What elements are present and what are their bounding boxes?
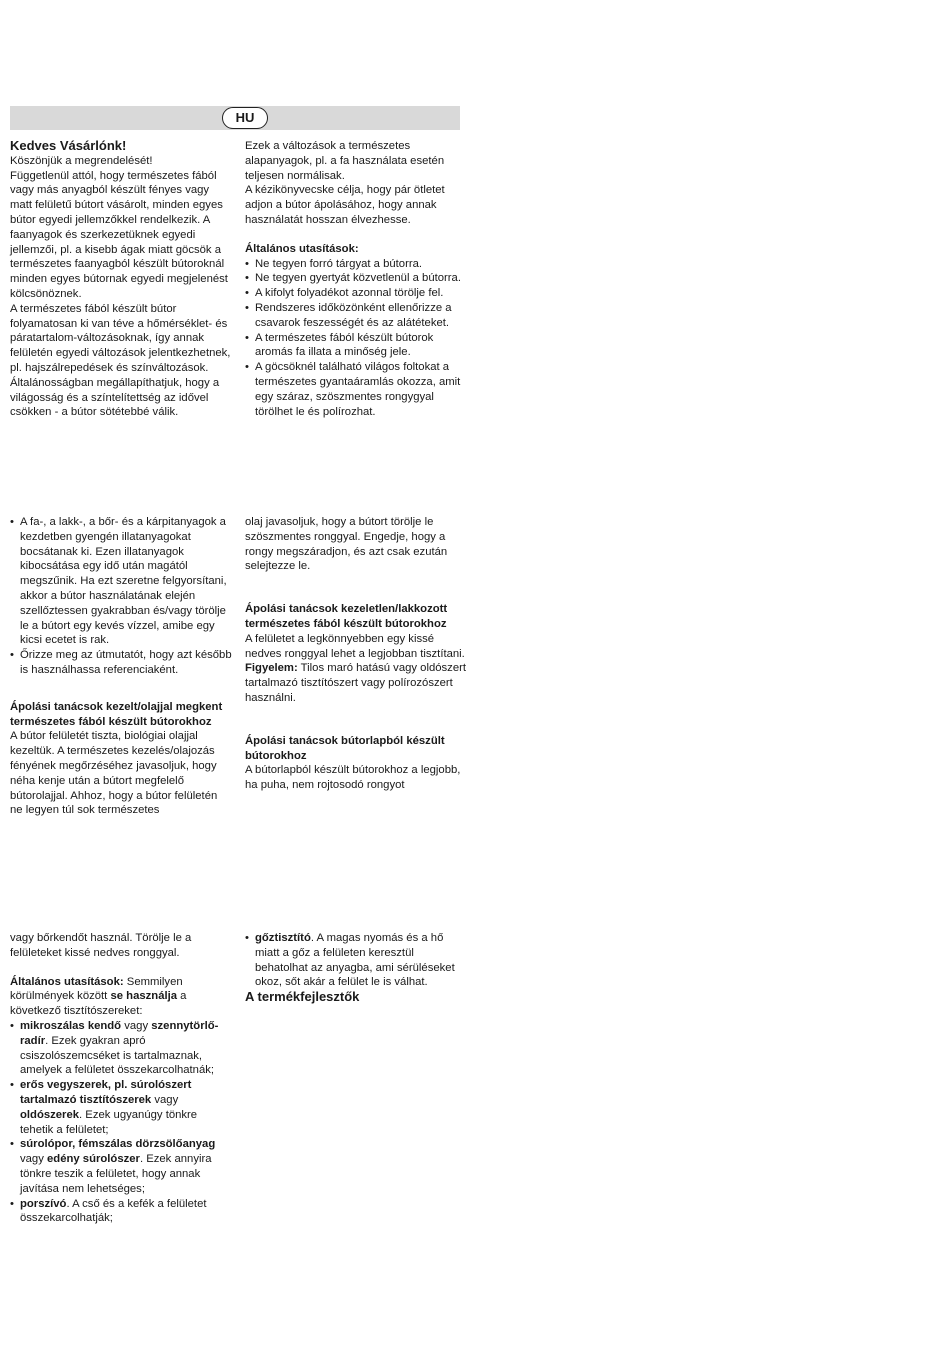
section2-left-column <box>10 515 232 818</box>
prohibited-cleaners-list <box>10 1019 232 1226</box>
item-rest: . Ezek annyira tönkre teszik a felületet, hogy annak javítása nem lehetséges; <box>20 1153 212 1195</box>
oiled-wood-paragraph: A bútor felületét tiszta, biológiai olajjal kezeltük. A természetes kezelés/olajozás fényének megőrzéséhez javasoljuk, hogy néha kenje után a bútort megfelelő bútorolajjal. Ahhoz, hogy a bútor felületén ne legyen túl sok természetes <box>10 730 218 817</box>
list-item <box>245 931 467 990</box>
list-item: • Rendszeres időközönként ellenőrizze a csavarok feszességét és az alátéteket. <box>245 301 467 331</box>
item-mid: vagy <box>151 1093 179 1106</box>
normal-changes-paragraph: Ezek a változások a természetes alapanyagok, pl. a fa használata esetén teljesen normálisak. <box>245 140 445 182</box>
prohibited-cleaners-list-cont <box>245 931 467 990</box>
oiled-wood-paragraph-cont: olaj javasoljuk, hogy a bútort törölje le szöszmentes ronggyal. Engedje, hogy a rongy megszáradjon, és azt csak ezután selejtezze le. <box>245 516 448 573</box>
general-prohibition-text-1: Semmilyen körülmények között <box>10 975 183 1003</box>
general-instructions-heading: Általános utasítások: <box>245 242 359 255</box>
list-item <box>10 1197 232 1227</box>
list-item: • Ne tegyen gyertyát közvetlenül a bútorra. <box>245 271 467 286</box>
section3-left-column <box>10 931 232 1226</box>
board-furniture-paragraph-cont: vagy bőrkendőt használ. Törölje le a felületeket kissé nedves ronggyal. <box>10 932 192 959</box>
section1-right-column <box>245 139 467 419</box>
item-bold2: edény súrolószer <box>47 1153 140 1166</box>
item-bold: súrolópor, fémszálas dörzsölőanyag <box>20 1138 216 1151</box>
list-item: • A göcsöknél található világos foltokat a természetes gyantaáramlás okozza, amit egy száraz, szöszmentes rongygyal törölhet le és polírozhat. <box>245 360 467 419</box>
general-prohibition-text-2: a következő tisztítószereket: <box>10 990 187 1018</box>
list-item <box>10 1019 232 1078</box>
item-bold: mikroszálas kendő <box>20 1019 122 1032</box>
section2-right-column <box>245 515 467 793</box>
item-rest: . A cső és a kefék a felületet összekarcolhatják; <box>20 1197 207 1225</box>
warning-text: Tilos maró hatású vagy oldószert tartalmazó tisztítószert vagy polírozószert használni. <box>245 662 467 704</box>
item-mid: vagy <box>121 1019 152 1032</box>
item-bold2: oldószerek <box>20 1108 80 1121</box>
intro-paragraph: Függetlenül attól, hogy természetes fából vagy más anyagból készült fényes vagy matt felületű bútort vásárolt, minden egyes bútor egyedi jellemzőkkel rendelkezik. A faanyagok és szerkezetüknek egyedi jellemzői, pl. a kisebb ágak miatt göcsök a természetes faanyagból készült bútoroknál minden egyes bútornak egyedi megjelenést kölcsönöznek. <box>10 169 228 300</box>
item-bold: gőztisztító <box>255 932 311 944</box>
untreated-wood-paragraph: A felületet a legkönnyebben egy kissé nedves ronggyal lehet a legjobban tisztítani. <box>245 632 465 660</box>
board-furniture-paragraph: A bútorlapból készült bútorokhoz a legjobb, ha puha, nem rojtosodó rongyot <box>245 764 461 792</box>
section3-right-column <box>245 931 467 1005</box>
wood-changes-paragraph: A természetes fából készült bútor folyamatosan ki van téve a hőmérséklet- és páratartalom-változásoknak, így annak felületén egyedi változások jelentkezhetnek, pl. hajszálrepedések és színváltozások. Általánosságban megállapíthatjuk, hogy a világosság és a színtelítettség az idővel csökken - a bútor sötétebbé válik. <box>10 302 231 419</box>
list-item: • A természetes fából készült bútorok aromás fa illata a minőség jele. <box>245 331 467 361</box>
thanks-line: Köszönjük a megrendelését! <box>10 154 153 167</box>
item-rest: . Ezek gyakran apró csiszolószemcséket is tartalmaznak, amelyek a felületet összekarcolhatnák; <box>20 1034 215 1077</box>
item-rest: . A magas nyomás és a hő miatt a gőz a felületen keresztül behatolhat az anyagba, ami sérüléseket okoz, sőt akár a felület le is válhat. <box>255 932 455 989</box>
list-item: • A fa-, a lakk-, a bőr- és a kárpitanyagok a kezdetben gyengén illatanyagokat bocsátanak ki. Ezen illatanyagok kibocsátása egy idő után magától megszűnik. Ha ezt szeretne felgyorsítani, akkor a bútor használatának elején szellőztessen gyakrabban és/vagy törölje le a bútort egy kevés vízzel, amibe egy kicsi ecetet is rak. <box>10 515 232 648</box>
list-item <box>10 1078 232 1137</box>
item-bold: erős vegyszerek, pl. súrolószert tartalmazó tisztítószerek <box>20 1079 192 1106</box>
signature: A termékfejlesztők <box>245 989 360 1005</box>
list-item <box>10 1137 232 1196</box>
section1-left-column <box>10 139 232 420</box>
language-badge: HU <box>222 107 268 129</box>
list-item: • A kifolyt folyadékot azonnal törölje fel. <box>245 286 467 301</box>
board-furniture-heading: Ápolási tanácsok bútorlapból készült bútorokhoz <box>245 734 445 762</box>
warning-label: Figyelem: <box>245 662 298 675</box>
list-item: • Ne tegyen forró tárgyat a bútorra. <box>245 257 467 272</box>
item-mid: vagy <box>20 1153 48 1166</box>
booklet-purpose-paragraph: A kézikönyvecske célja, hogy pár ötletet adjon a bútor ápolásához, hogy annak használatát hosszan élvezhesse. <box>245 184 445 226</box>
oiled-wood-heading: Ápolási tanácsok kezelt/olajjal megkent természetes fából készült bútorokhoz <box>10 700 223 728</box>
item-rest: . Ezek ugyanúgy tönkre tehetik a felületet; <box>20 1108 198 1136</box>
language-bar <box>10 106 460 130</box>
list-item: • Őrizze meg az útmutatót, hogy azt később is használhassa referenciaként. <box>10 648 232 678</box>
general-prohibition-label: Általános utasítások: <box>10 975 124 988</box>
item-bold: porszívó <box>20 1197 67 1210</box>
untreated-wood-heading: Ápolási tanácsok kezeletlen/lakkozott természetes fából készült bútorokhoz <box>245 603 448 630</box>
greeting-title: Kedves Vásárlónk! <box>10 138 127 153</box>
warning-paragraph <box>245 661 467 705</box>
odor-list <box>10 515 232 678</box>
general-prohibition-bold: se használja <box>110 990 178 1003</box>
item-bold2: szennytörlő-radír <box>20 1019 219 1047</box>
general-prohibition-paragraph <box>10 975 232 1019</box>
general-instructions-list <box>245 257 467 420</box>
